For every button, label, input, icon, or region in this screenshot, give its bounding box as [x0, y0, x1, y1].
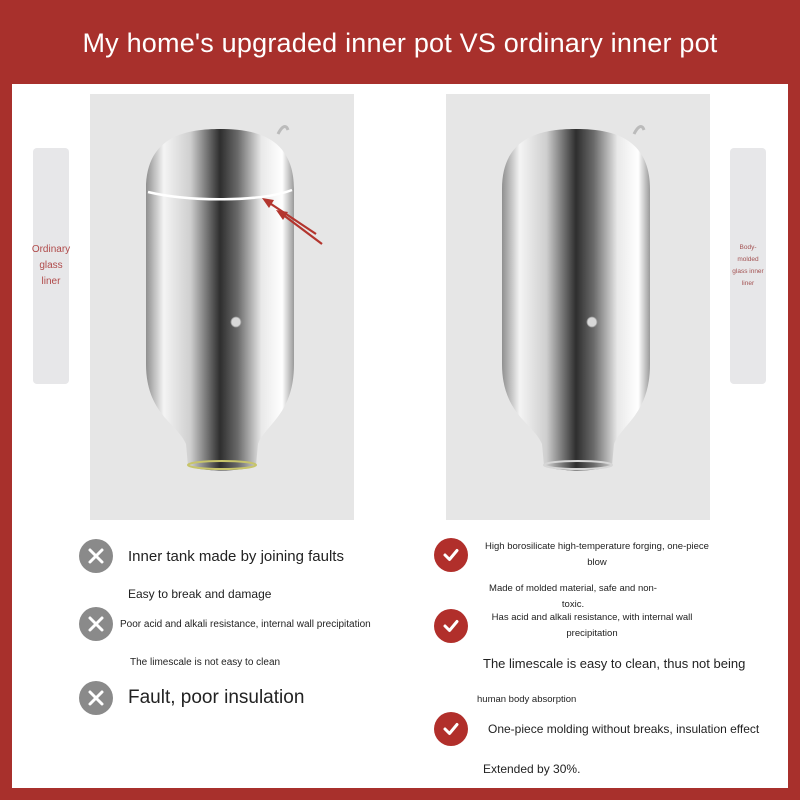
comparison-panel	[12, 84, 788, 788]
liner-dimple	[231, 317, 241, 327]
left-item-3-text: Fault, poor insulation	[128, 687, 305, 708]
right-item-2	[434, 609, 702, 643]
right-item-1	[434, 538, 712, 572]
left-item-3	[79, 681, 304, 715]
ordinary-liner-image	[90, 94, 354, 520]
check-icon	[434, 712, 468, 746]
right-item-2-sub-b: human body absorption	[477, 694, 577, 705]
page-title: My home's upgraded inner pot VS ordinary inner pot	[82, 28, 718, 58]
liner-body	[146, 129, 294, 471]
liner-tab	[278, 127, 288, 134]
cross-icon	[79, 681, 113, 715]
right-item-3	[434, 712, 759, 746]
liner-dimple	[587, 317, 597, 327]
left-item-1-sub: Easy to break and damage	[128, 587, 272, 601]
left-side-tag-text: Ordinary glass liner	[31, 244, 71, 287]
liner-tab	[634, 127, 644, 134]
upgraded-liner-image	[446, 94, 710, 520]
right-item-1-text: High borosilicate high-temperature forging, one-piece blow	[485, 541, 709, 568]
left-item-2	[79, 607, 371, 641]
ordinary-liner-photo	[90, 94, 354, 520]
cross-icon	[79, 607, 113, 641]
right-item-1-sub: Made of molded material, safe and non-toxic.	[489, 583, 657, 610]
cross-icon	[79, 539, 113, 573]
left-item-1-text: Inner tank made by joining faults	[128, 547, 344, 565]
left-item-2-sub: The limescale is not easy to clean	[130, 657, 281, 668]
right-item-3-text: One-piece molding without breaks, insulation effect	[488, 722, 760, 736]
right-side-tag-text: Body-molded glass inner liner	[732, 244, 764, 287]
upgraded-liner-photo	[446, 94, 710, 520]
left-item-1	[79, 539, 344, 573]
check-icon	[434, 609, 468, 643]
right-item-2-text: Has acid and alkali resistance, with internal wall precipitation	[491, 612, 693, 639]
right-item-3-sub: Extended by 30%.	[483, 762, 581, 776]
liner-body	[502, 129, 650, 471]
right-item-2-sub-a: The limescale is easy to clean, thus not being	[483, 656, 746, 671]
left-side-tag	[33, 148, 69, 384]
check-icon	[434, 538, 468, 572]
left-item-2-text: Poor acid and alkali resistance, internal wall precipitation	[120, 618, 371, 630]
right-side-tag	[730, 148, 766, 384]
